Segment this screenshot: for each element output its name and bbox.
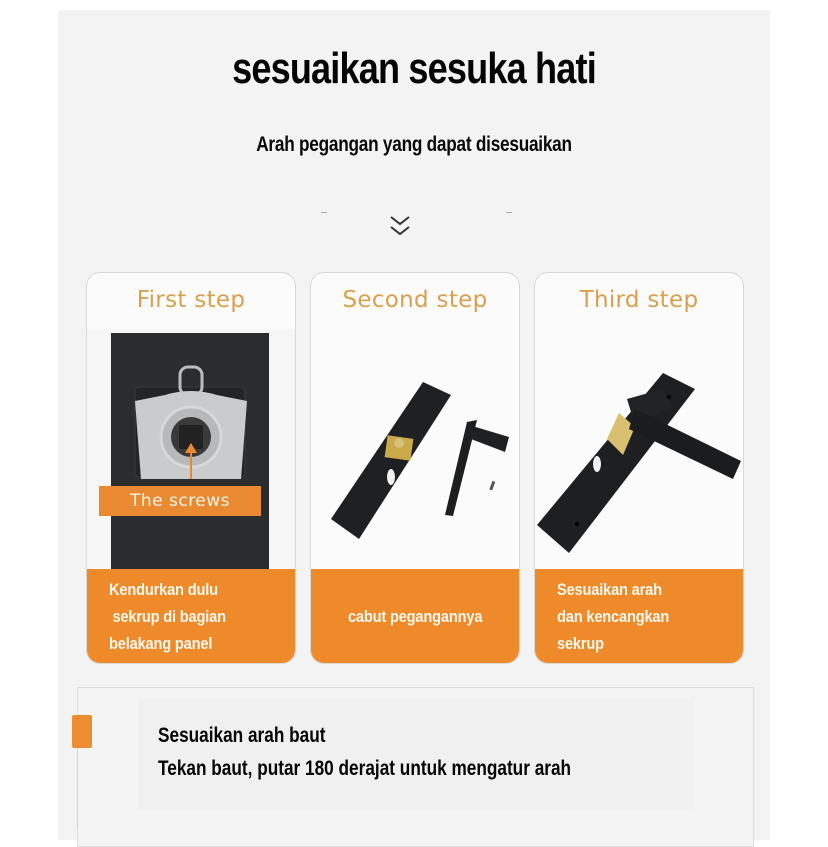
info-side-line (77, 748, 78, 828)
page-subtitle: Arah pegangan yang dapat disesuaikan (256, 133, 572, 156)
step-title: First step (136, 287, 246, 313)
step-description (535, 569, 743, 663)
step-title: Third step (579, 287, 699, 313)
description-line: Sesuaikan arah (557, 579, 662, 599)
step-title: Second step (342, 287, 488, 313)
description-line: dan kencangkan (557, 606, 670, 626)
step-description (87, 569, 295, 663)
double-chevron-down-icon (386, 213, 414, 241)
assembled-handle-photo (535, 329, 744, 569)
detached-handle-photo (311, 329, 520, 569)
description-line: sekrup di bagian (112, 606, 226, 626)
description-line: cabut pegangannya (347, 606, 483, 626)
description-line: Kendurkan dulu (109, 579, 218, 599)
description-line: sekrup (557, 633, 604, 653)
info-inner-panel (138, 699, 693, 809)
info-text: Tekan baut, putar 180 derajat untuk mengatur arah (158, 757, 572, 780)
step-card-1 (86, 272, 296, 664)
screws-callout: The screws (99, 486, 261, 516)
step-card-2 (310, 272, 520, 664)
description-line: belakang panel (109, 633, 213, 653)
divider-dash (506, 212, 512, 213)
lock-panel-back-photo (87, 329, 296, 569)
divider-dash (321, 212, 327, 213)
page-title: sesuaikan sesuka hati (232, 44, 596, 93)
info-title: Sesuaikan arah baut (158, 724, 326, 747)
bookmark-tab-icon (72, 715, 92, 748)
step-description (311, 569, 519, 663)
step-card-3 (534, 272, 744, 664)
